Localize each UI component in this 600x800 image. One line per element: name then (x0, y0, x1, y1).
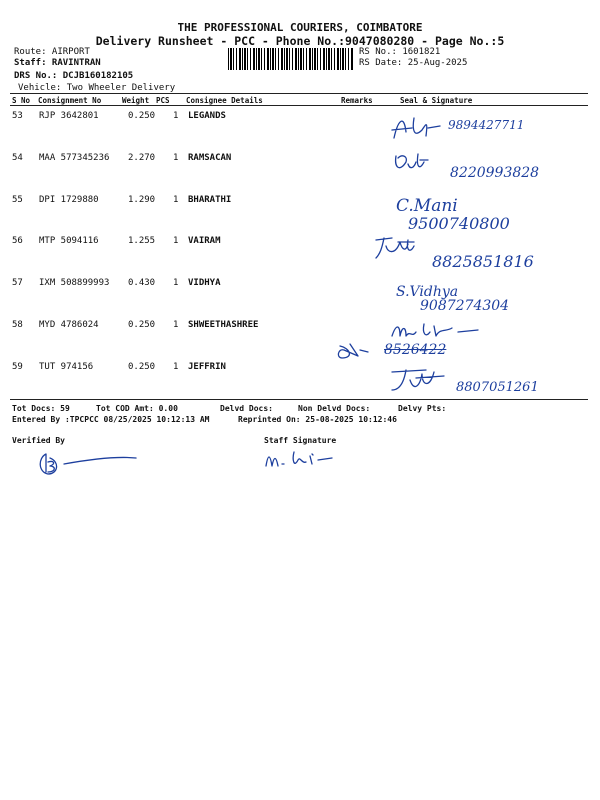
row-consignee: JEFFRIN (188, 362, 226, 372)
row-consignment: RJP 3642801 (39, 111, 99, 121)
row-weight: 0.250 (128, 362, 156, 372)
row-consignment: MAA 577345236 (39, 153, 110, 163)
handwritten-phone: 8807051261 (456, 380, 539, 395)
handwritten-name: C.Mani (396, 196, 458, 216)
row-weight: 1.290 (128, 195, 156, 205)
row-consignee: BHARATHI (188, 195, 232, 205)
row-consignee: SHWEETHASHREE (188, 320, 259, 330)
row-sno: 56 (12, 236, 23, 246)
row-sno: 57 (12, 278, 23, 288)
row-pcs: 1 (173, 236, 179, 246)
row-pcs: 1 (173, 153, 179, 163)
row-weight: 2.270 (128, 153, 156, 163)
staff-label: Staff: RAVINTRAN (14, 58, 101, 68)
col-seal-signature: Seal & Signature (400, 96, 473, 105)
row-consignee: VIDHYA (188, 278, 221, 288)
staff-signature (262, 446, 352, 472)
row-pcs: 1 (173, 320, 179, 330)
stamp-mark (334, 340, 374, 364)
row-sno: 58 (12, 320, 23, 330)
verified-signature (36, 448, 146, 478)
signature-shweethashree (388, 318, 528, 344)
row-weight: 0.430 (128, 278, 156, 288)
row-consignee: VAIRAM (188, 236, 221, 246)
verified-by-label: Verified By (12, 436, 65, 445)
row-pcs: 1 (173, 278, 179, 288)
total-cod: Tot COD Amt: 0.00 (96, 404, 178, 413)
rs-number: RS No.: 1601821 (359, 47, 441, 57)
col-weight: Weight (122, 96, 150, 105)
row-consignment: MYD 4786024 (39, 320, 99, 330)
vehicle-label: Vehicle: Two Wheeler Delivery (18, 83, 176, 93)
table-top-rule (10, 93, 588, 94)
handwritten-phone: 8220993828 (450, 165, 540, 181)
rs-date: RS Date: 25-Aug-2025 (359, 58, 468, 68)
row-consignment: DPI 1729880 (39, 195, 99, 205)
table-bottom-rule (10, 399, 588, 400)
reprinted-on: Reprinted On: 25-08-2025 10:12:46 (238, 415, 397, 424)
col-remarks: Remarks (341, 96, 373, 105)
handwritten-name: S.Vidhya (396, 284, 459, 300)
row-pcs: 1 (173, 111, 179, 121)
runsheet-subtitle: Delivery Runsheet - PCC - Phone No.:9047080280 - Page No.:5 (95, 34, 505, 48)
row-weight: 1.255 (128, 236, 156, 246)
row-pcs: 1 (173, 195, 179, 205)
col-pcs: PCS (156, 96, 170, 105)
row-sno: 54 (12, 153, 23, 163)
handwritten-phone: 8825851816 (432, 252, 534, 271)
row-sno: 59 (12, 362, 23, 372)
handwritten-phone: 9500740800 (408, 214, 510, 233)
staff-signature-label: Staff Signature (264, 436, 337, 445)
handwritten-phone: 9894427711 (448, 118, 525, 132)
row-sno: 55 (12, 195, 23, 205)
handwritten-phone: 8526422 (384, 342, 447, 358)
entered-by: Entered By :TPCPCC 08/25/2025 10:12:13 AM (12, 415, 210, 424)
route-label: Route: AIRPORT (14, 47, 90, 57)
col-consignee: Consignee Details (186, 96, 263, 105)
row-consignment: MTP 5094116 (39, 236, 99, 246)
handwritten-phone: 9087274304 (420, 298, 510, 314)
delivered-docs: Delvd Docs: (220, 404, 273, 413)
barcode-image (228, 48, 354, 70)
total-docs: Tot Docs: 59 (12, 404, 70, 413)
table-header-rule (10, 105, 588, 106)
delivery-points: Delvy Pts: (398, 404, 447, 413)
col-consignment: Consignment No (38, 96, 102, 105)
row-pcs: 1 (173, 362, 179, 372)
row-consignee: RAMSACAN (188, 153, 232, 163)
row-weight: 0.250 (128, 320, 156, 330)
col-sno: S No (12, 96, 31, 105)
company-title: THE PROFESSIONAL COURIERS, COIMBATORE (177, 21, 423, 34)
signature-jeffrin (386, 362, 456, 396)
drs-number: DRS No.: DCJB160182105 (14, 71, 134, 81)
signature-ramsacan (390, 148, 450, 178)
non-delivered-docs: Non Delvd Docs: (298, 404, 371, 413)
row-consignment: TUT 974156 (39, 362, 94, 372)
row-sno: 53 (12, 111, 23, 121)
row-consignee: LEGANDS (188, 111, 226, 121)
row-consignment: IXM 508899993 (39, 278, 110, 288)
row-weight: 0.250 (128, 111, 156, 121)
